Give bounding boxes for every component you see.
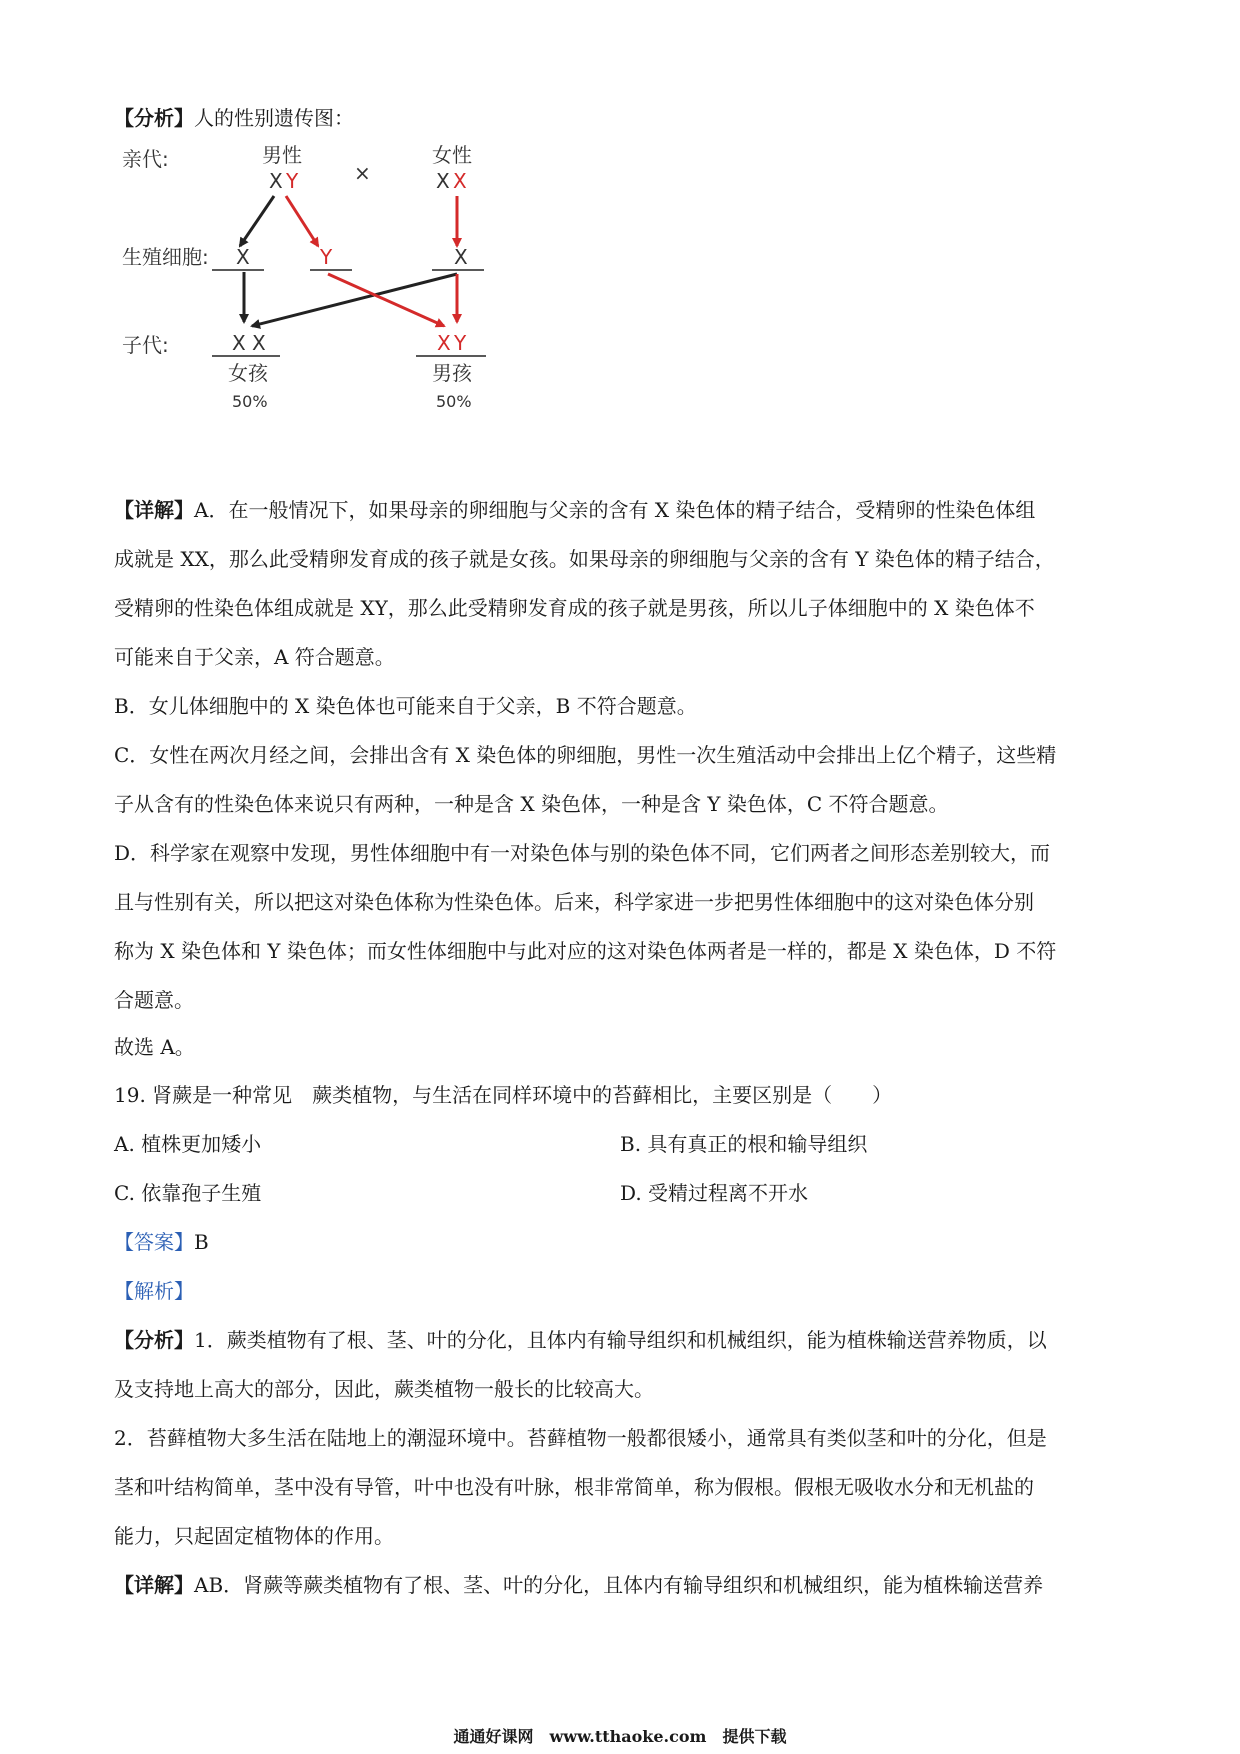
detail-line: 合题意。 [114,988,194,1012]
detail-line: B．女儿体细胞中的 X 染色体也可能来自于父亲，B 不符合题意。 [114,694,697,718]
answer-line [114,1228,209,1256]
detail-text: A．在一般情况下，如果母亲的卵细胞与父亲的含有 X 染色体的精子结合，受精卵的性染色体组 [194,498,1036,522]
girl-genotype: X X [232,331,266,355]
detail-line [114,496,1035,524]
male-genotype-y: Y [286,169,299,193]
female-genotype-x2: X [453,169,467,193]
female-label: 女性 [432,143,472,167]
question-stem: 19. 肾蕨是一种常见 蕨类植物，与生活在同样环境中的苔藓相比，主要区别是（ ） [114,1083,893,1107]
detail-line: 称为 X 染色体和 Y 染色体；而女性体细胞中与此对应的这对染色体两者是一样的，都是 X 染色体，D 不符 [114,939,1057,963]
girl-percent: 50% [232,392,268,411]
detail-line: 且与性别有关，所以把这对染色体称为性染色体。后来，科学家进一步把男性体细胞中的这对染色体分别 [114,890,1034,914]
cross-symbol: × [354,161,371,185]
detail2-tag: 【详解】 [114,1573,194,1597]
boy-label: 男孩 [432,361,472,385]
boy-percent: 50% [436,392,472,411]
boy-genotype-y: Y [454,331,467,355]
gamete-x-female: X [454,245,468,269]
detail-tag: 【详解】 [114,498,194,522]
female-genotype-x1: X [436,169,450,193]
analysis2-line: 2．苔藓植物大多生活在陆地上的潮湿环境中。苔藓植物一般都很矮小，通常具有类似茎和叶的分化，但是 [114,1426,1047,1450]
sex-inheritance-diagram [114,140,574,440]
detail-line: 成就是 XX，那么此受精卵发育成的孩子就是女孩。如果母亲的卵细胞与父亲的含有 Y 染色体的精子结合， [114,547,1055,571]
analysis2-line: 能力，只起固定植物体的作用。 [114,1524,394,1548]
detail2-text: AB．肾蕨等蕨类植物有了根、茎、叶的分化，且体内有输导组织和机械组织，能为植株输送营养 [194,1573,1044,1597]
male-label: 男性 [262,143,302,167]
gamete-y-male: Y [320,245,333,269]
explanation-tag: 【解析】 [114,1279,194,1303]
boy-genotype-x: X [437,331,451,355]
gamete-x-male: X [236,245,250,269]
analysis2-line: 茎和叶结构简单，茎中没有导管，叶中也没有叶脉，根非常简单，称为假根。假根无吸收水分和无机盐的 [114,1475,1034,1499]
analysis2-tag: 【分析】 [114,1328,194,1352]
footer-watermark: 通通好课网 www.tthaoke.com 提供下载 [453,1727,787,1746]
gamete-label: 生殖细胞: [122,245,209,269]
detail2-line [114,1571,1043,1599]
option-b: B. 具有真正的根和输导组织 [620,1132,868,1156]
analysis-tag: 【分析】 [114,106,194,130]
option-c: C. 依靠孢子生殖 [114,1181,262,1205]
detail-line: D．科学家在观察中发现，男性体细胞中有一对染色体与别的染色体不同，它们两者之间形态差别较大，而 [114,841,1051,865]
male-genotype-x: X [269,169,283,193]
answer-value: B [194,1230,209,1254]
analysis2-text: 1．蕨类植物有了根、茎、叶的分化，且体内有输导组织和机械组织，能为植株输送营养物质，以 [194,1328,1047,1352]
girl-label: 女孩 [228,361,268,385]
detail-line: 受精卵的性染色体组成就是 XY，那么此受精卵发育成的孩子就是男孩，所以儿子体细胞中的 X 染色体不 [114,596,1035,620]
option-d: D. 受精过程离不开水 [620,1181,809,1205]
option-a: A. 植株更加矮小 [114,1132,262,1156]
answer-tag: 【答案】 [114,1230,194,1254]
arrow-male-x [240,196,274,246]
analysis2-line: 及支持地上高大的部分，因此，蕨类植物一般长的比较高大。 [114,1377,654,1401]
analysis-intro-text: 人的性别遗传图： [194,106,354,130]
detail-line: 可能来自于父亲，A 符合题意。 [114,645,395,669]
arrow-male-y [286,196,318,246]
analysis-intro [114,104,354,132]
detail-line: C．女性在两次月经之间，会排出含有 X 染色体的卵细胞，男性一次生殖活动中会排出上亿个精子，这些精 [114,743,1057,767]
analysis2-line [114,1326,1047,1354]
detail-line: 故选 A。 [114,1035,195,1059]
parent-label: 亲代: [122,147,169,171]
detail-line: 子从含有的性染色体来说只有两种，一种是含 X 染色体，一种是含 Y 染色体，C 不符合题意。 [114,792,949,816]
offspring-label: 子代: [122,333,169,357]
